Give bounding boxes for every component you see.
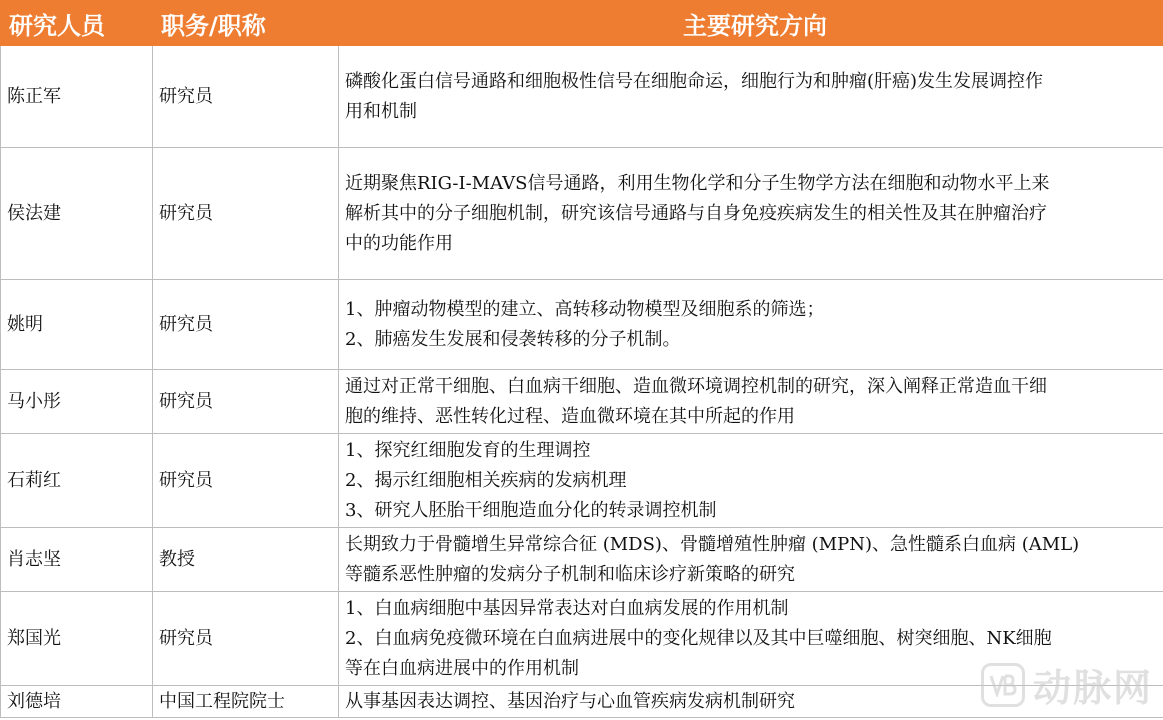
watermark-text: 动脉网 bbox=[1032, 666, 1153, 710]
header-researcher: 研究人员 bbox=[1, 1, 153, 46]
direction-line: 磷酸化蛋白信号通路和细胞极性信号在细胞命运，细胞行为和肿瘤(肝癌)发生发展调控作 bbox=[345, 70, 1044, 92]
table-row bbox=[1, 280, 1163, 370]
researcher-title: 教授 bbox=[153, 528, 339, 592]
research-direction bbox=[339, 46, 1163, 148]
direction-line: 长期致力于骨髓增生异常综合征 (MDS)、骨髓增殖性肿瘤 (MPN)、急性髓系白血病 (AML) bbox=[345, 533, 1080, 555]
research-direction bbox=[339, 434, 1163, 528]
direction-line: 从事基因表达调控、基因治疗与心血管疾病发病机制研究 bbox=[345, 690, 795, 712]
researcher-name: 刘德培 bbox=[1, 686, 153, 718]
researcher-name: 姚明 bbox=[1, 280, 153, 370]
research-direction bbox=[339, 148, 1163, 280]
direction-line: 通过对正常干细胞、白血病干细胞、造血微环境调控机制的研究，深入阐释正常造血干细 bbox=[345, 375, 1047, 397]
direction-line: 解析其中的分子细胞机制，研究该信号通路与自身免疫疾病发生的相关性及其在肿瘤治疗 bbox=[345, 202, 1047, 224]
table-row bbox=[1, 370, 1163, 434]
researcher-title: 研究员 bbox=[153, 592, 339, 686]
researcher-name: 马小彤 bbox=[1, 370, 153, 434]
researcher-title: 研究员 bbox=[153, 280, 339, 370]
research-direction bbox=[339, 370, 1163, 434]
direction-line: 2、揭示红细胞相关疾病的发病机理 bbox=[345, 469, 627, 491]
researcher-title: 研究员 bbox=[153, 148, 339, 280]
direction-line: 近期聚焦RIG-I-MAVS信号通路，利用生物化学和分子生物学方法在细胞和动物水平上来 bbox=[345, 172, 1050, 194]
researcher-name: 肖志坚 bbox=[1, 528, 153, 592]
direction-line: 2、白血病免疫微环境在白血病进展中的变化规律以及其中巨噬细胞、树突细胞、NK细胞 bbox=[345, 627, 1052, 649]
researcher-title: 研究员 bbox=[153, 370, 339, 434]
research-direction bbox=[339, 528, 1163, 592]
direction-line: 等在白血病进展中的作用机制 bbox=[345, 657, 579, 679]
direction-line: 1、白血病细胞中基因异常表达对白血病发展的作用机制 bbox=[345, 597, 789, 619]
direction-line: 等髓系恶性肿瘤的发病分子机制和临床诊疗新策略的研究 bbox=[345, 563, 795, 585]
direction-line: 2、肺癌发生发展和侵袭转移的分子机制。 bbox=[345, 328, 681, 350]
header-direction: 主要研究方向 bbox=[339, 1, 1163, 46]
table-row bbox=[1, 434, 1163, 528]
researcher-name: 郑国光 bbox=[1, 592, 153, 686]
direction-line: 用和机制 bbox=[345, 100, 417, 122]
direction-line: 胞的维持、恶性转化过程、造血微环境在其中所起的作用 bbox=[345, 405, 795, 427]
watermark bbox=[981, 657, 1153, 712]
direction-line: 中的功能作用 bbox=[345, 232, 453, 254]
researcher-name: 石莉红 bbox=[1, 434, 153, 528]
researcher-name: 侯法建 bbox=[1, 148, 153, 280]
table-row bbox=[1, 148, 1163, 280]
researcher-title: 研究员 bbox=[153, 434, 339, 528]
researcher-title: 研究员 bbox=[153, 46, 339, 148]
table-row bbox=[1, 46, 1163, 148]
header-title: 职务/职称 bbox=[153, 1, 339, 46]
table-header-row bbox=[1, 1, 1163, 46]
direction-line: 3、研究人胚胎干细胞造血分化的转录调控机制 bbox=[345, 499, 717, 521]
researcher-title: 中国工程院院士 bbox=[153, 686, 339, 718]
table-row bbox=[1, 528, 1163, 592]
direction-line: 1、肿瘤动物模型的建立、高转移动物模型及细胞系的筛选； bbox=[345, 298, 825, 320]
direction-line: 1、探究红细胞发育的生理调控 bbox=[345, 439, 591, 461]
research-direction bbox=[339, 280, 1163, 370]
vb-logo-icon bbox=[981, 663, 1025, 707]
researcher-name: 陈正军 bbox=[1, 46, 153, 148]
